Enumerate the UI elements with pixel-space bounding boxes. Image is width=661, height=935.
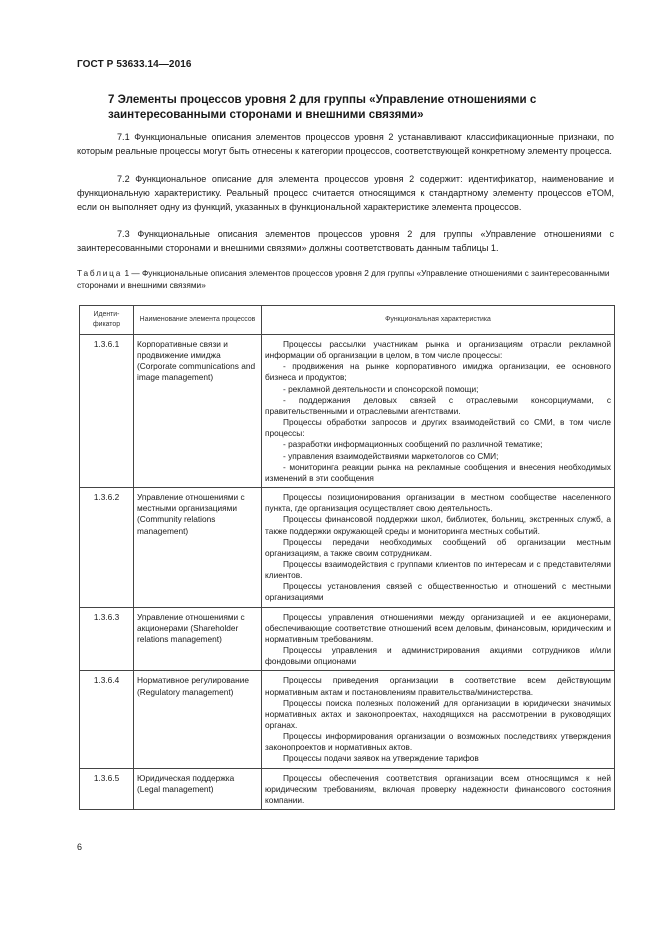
desc-line: - рекламной деятельности и спонсорской помощи; (283, 383, 479, 394)
table-header-row (80, 306, 615, 335)
row-identifier: 1.3.6.4 (80, 671, 134, 768)
table-row (80, 335, 615, 488)
table-caption-text: 1 — Функциональные описания элементов процессов уровня 2 для группы «Управление отношениями с заинтересованными сторонами и внешними связями» (77, 268, 610, 290)
table-row (80, 671, 615, 768)
paragraph-7-3: 7.3 Функциональные описания элементов процессов уровня 2 для группы «Управление отношениями с заинтересованными сторонами и внешними связями» должны соответствовать данным таблицы 1. (77, 229, 614, 253)
row-identifier: 1.3.6.5 (80, 768, 134, 809)
desc-line: Процессы обработки запросов и других взаимодействий со СМИ, в том числе процессы: (265, 417, 611, 439)
process-table (79, 305, 615, 810)
desc-line: - продвижения на рынке корпоративного имиджа организации, ее основного бизнеса и продуктов; (265, 361, 611, 383)
page-number: 6 (77, 842, 83, 852)
desc-line: Процессы взаимодействия с группами клиентов по интересам и с представителями клиентов. (265, 558, 611, 581)
desc-line: Процессы передачи необходимых сообщений об организации местным организациям, а также своим сотрудникам. (265, 536, 611, 558)
table-row (80, 768, 615, 809)
row-description (262, 488, 615, 608)
table-caption (77, 268, 622, 291)
desc-line: Процессы рассылки участникам рынка и организациям отрасли рекламной информации об организации в целом, в том числе процессы: (265, 339, 611, 361)
paragraph-7-1: 7.1 Функциональные описания элементов процессов уровня 2 устанавливают классификационные признаки, по которым реальные процессы могут быть отнесены к категории процессов, соответствующей конкретному элементу процесса. (77, 132, 614, 156)
desc-line: Процессы поиска полезных положений для организации в юридически значимых нормативных актах и законопроектах, находящихся на рассмотрении в руководящих органах. (265, 697, 611, 730)
desc-line: - поддержания деловых связей с отраслевыми консорциумами, с правительственными и отраслевыми агентствами. (265, 394, 611, 416)
desc-line: Процессы управления и администрирования акциями сотрудников и/или фондовыми опционами (265, 645, 611, 667)
row-description (262, 768, 615, 809)
header-functional-characteristic: Функциональная характеристика (262, 306, 615, 335)
paragraph-7-2: 7.2 Функциональное описание для элемента процессов уровня 2 содержит: идентификатор, наименование и функциональную характеристику. Реальный процесс считается относящимся к стандартному элементу процессов еТОМ, если он выполняет одну из функций, указанных в функциональной характеристике элемента процессов. (77, 174, 614, 212)
row-element-name: Корпоративные связи и продвижение имиджа (Corporate communications and image management) (134, 335, 262, 488)
row-element-name: Управление отношениями с акционерами (Shareholder relations management) (134, 607, 262, 671)
document-header: ГОСТ Р 53633.14—2016 (77, 59, 192, 70)
table-row (80, 488, 615, 608)
section-title: 7 Элементы процессов уровня 2 для группы «Управление отношениями с заинтересованными сторонами и внешними связями» (108, 93, 537, 121)
row-element-name: Управление отношениями с местными организациями (Community relations management) (134, 488, 262, 608)
row-element-name: Нормативное регулирование (Regulatory management) (134, 671, 262, 768)
header-identifier: Иденти-фикатор (80, 306, 134, 335)
row-description (262, 671, 615, 768)
row-identifier: 1.3.6.1 (80, 335, 134, 488)
row-description (262, 335, 615, 488)
desc-line: - управления взаимодействиями маркетологов со СМИ; (283, 450, 499, 461)
desc-line: Процессы финансовой поддержки школ, библиотек, больниц, экстренных служб, а также поддержки окружающей среды и мониторинга местных событий. (265, 514, 611, 536)
desc-line: - разработки информационных сообщений по различной тематике; (283, 439, 543, 450)
row-identifier: 1.3.6.3 (80, 607, 134, 671)
desc-line: Процессы приведения организации в соответствие всем действующим нормативным актам и постановлениям правительства/министерства. (265, 675, 611, 697)
desc-line: Процессы подачи заявок на утверждение тарифов (283, 753, 479, 764)
row-description (262, 607, 615, 671)
desc-line: Процессы информирования организации о возможных последствиях утверждения законопроектов и нормативных актов. (265, 731, 611, 753)
desc-line: Процессы управления отношениями между организацией и ее акционерами, обеспечивающие соответствие отношений всем деловым, финансовым, юридическим и нормативным требованиям. (265, 611, 611, 644)
header-element-name: Наименование элемента процессов (134, 306, 262, 335)
desc-line: Процессы позиционирования организации в местном сообществе населенного пункта, где организация осуществляет свою деятельность. (265, 492, 611, 514)
row-identifier: 1.3.6.2 (80, 488, 134, 608)
table-caption-prefix: Таблица (77, 268, 123, 278)
table-row (80, 607, 615, 671)
row-element-name: Юридическая поддержка (Legal management) (134, 768, 262, 809)
desc-line: - мониторинга реакции рынка на рекламные сообщения и внесения необходимых изменений в эти сообщения (265, 461, 611, 483)
desc-line: Процессы обеспечения соответствия организации всем относящимся к ней юридическим требованиям, включая проверку надежности финансового состояния компании. (265, 772, 611, 805)
desc-line: Процессы установления связей с общественностью и отношений с местными организациями (265, 581, 611, 603)
